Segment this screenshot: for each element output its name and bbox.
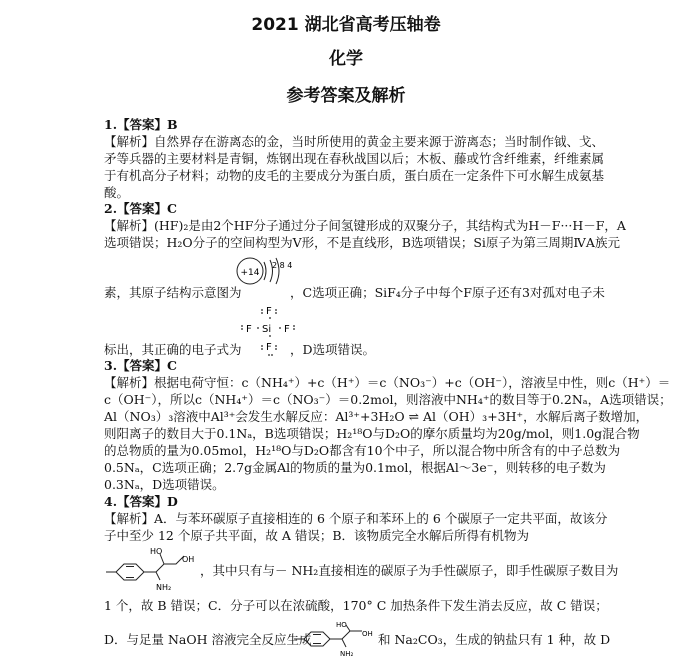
answer-1: 1.【答案】B [104, 117, 178, 132]
analysis-line: 【解析】根据电荷守恒：c（NH₄⁺）+c（H⁺）＝c（NO₃⁻）+c（OH⁻），溶液呈中性，则c（H⁺）＝ [104, 375, 671, 390]
analysis-line: 的总物质的量为0.05mol，H₂¹⁸O与D₂O都含有10个中子，所以混合物中所含有的中子总数为 [104, 443, 621, 458]
oh-label: OH [182, 555, 195, 564]
f-atom-label: F [266, 306, 272, 317]
si-nucleus-label: +14 [240, 268, 260, 278]
analysis-line: ，C选项正确；SiF₄分子中每个F原子还有3对孤对电子未 [290, 285, 605, 300]
analysis-line: 素，其原子结构示意图为 [104, 285, 242, 300]
section-title: 参考答案及解析 [286, 86, 406, 106]
answer-3: 3.【答案】C [104, 358, 177, 373]
analysis-line: 1 个，故 B 错误；C．分子可以在浓硫酸，170° C 加热条件下发生消去反应，故 C 错误； [104, 598, 608, 613]
analysis-line: 0.5Nₐ，C选项正确；2.7g金属Al的物质的量为0.1mol，根据Al～3e⁻，则转移的电子数为 [104, 460, 606, 475]
analysis-line: 标出，其正确的电子式为 [104, 342, 242, 357]
hydrolysis-product-structure [104, 544, 204, 594]
analysis-line: 酸。 [104, 185, 130, 200]
analysis-line: 【解析】A．与苯环碳原子直接相连的 6 个原子和苯环上的 6 个碳原子一定共平面，故该分 [104, 511, 608, 526]
paper-title: 2021 湖北省高考压轴卷 [251, 15, 441, 35]
analysis-line: Al（NO₃）₃溶液中Al³⁺会发生水解反应：Al³⁺+3H₂O ⇌ Al（OH）₃+3H⁺，水解后离子数增加， [104, 409, 649, 424]
analysis-line: 【解析】自然界存在游离态的金，当时所使用的黄金主要来源于游离态；当时制作钺、戈、 [104, 134, 605, 149]
analysis-line: 0.3Nₐ，D选项错误。 [104, 477, 225, 492]
analysis-line: ，其中只有与－ NH₂直接相连的碳原子为手性碳原子，即手性碳原子数目为 [200, 563, 619, 578]
subject-title: 化学 [329, 49, 363, 69]
si-atom-label: Si [262, 324, 272, 335]
analysis-line: 和 Na₂CO₃，生成的钠盐只有 1 种，故 D [378, 632, 611, 647]
answer-2: 2.【答案】C [104, 201, 177, 216]
analysis-line: 于有机高分子材料；动物的皮毛的主要成分为蛋白质，蛋白质在一定条件下可水解生成氨基 [104, 168, 605, 183]
si-shell-label: 2 8 4 [272, 261, 293, 270]
analysis-line: 【解析】(HF)₂是由2个HF分子通过分子间氢键形成的双聚分子，其结构式为H－F···H－F，A [104, 218, 626, 233]
answer-4: 4.【答案】D [104, 494, 178, 509]
ho-label: HO [336, 621, 347, 629]
analysis-line: 则阳离子的数目大于0.1Nₐ，B选项错误；H₂¹⁸O与D₂O的摩尔质量均为20g/mol，则1.0g混合物 [104, 426, 640, 441]
nh2-label: NH₂ [340, 650, 354, 658]
analysis-line: ，D选项错误。 [290, 342, 376, 357]
f-atom-label: F [246, 324, 252, 335]
oh-label: OH [362, 630, 373, 638]
f-atom-label: F [284, 324, 290, 335]
analysis-line: c（OH⁻），所以c（NH₄⁺）＝c（NO₃⁻）＝0.2mol，则溶液中NH₄⁺的数目等于0.2Nₐ，A选项错误； [104, 392, 672, 407]
analysis-line: 子中至少 12 个原子共平面，故 A 错误；B．该物质完全水解后所得有机物为 [104, 528, 530, 543]
ho-label: HO [150, 547, 163, 556]
nh2-label: NH₂ [156, 583, 172, 592]
analysis-line: D．与足量 NaOH 溶液完全反应生成 [104, 632, 312, 647]
analysis-line: 矛等兵器的主要材料是青铜，炼钢出现在春秋战国以后；木板、藤或竹含纤维素，纤维素属 [104, 151, 605, 166]
analysis-line: 选项错误；H₂O分子的空间构型为V形，不是直线形，B选项错误；Si原子为第三周期ⅣA族元 [104, 235, 620, 250]
sodium-salt-product-structure [292, 623, 382, 659]
f-atom-label: F [266, 342, 272, 353]
